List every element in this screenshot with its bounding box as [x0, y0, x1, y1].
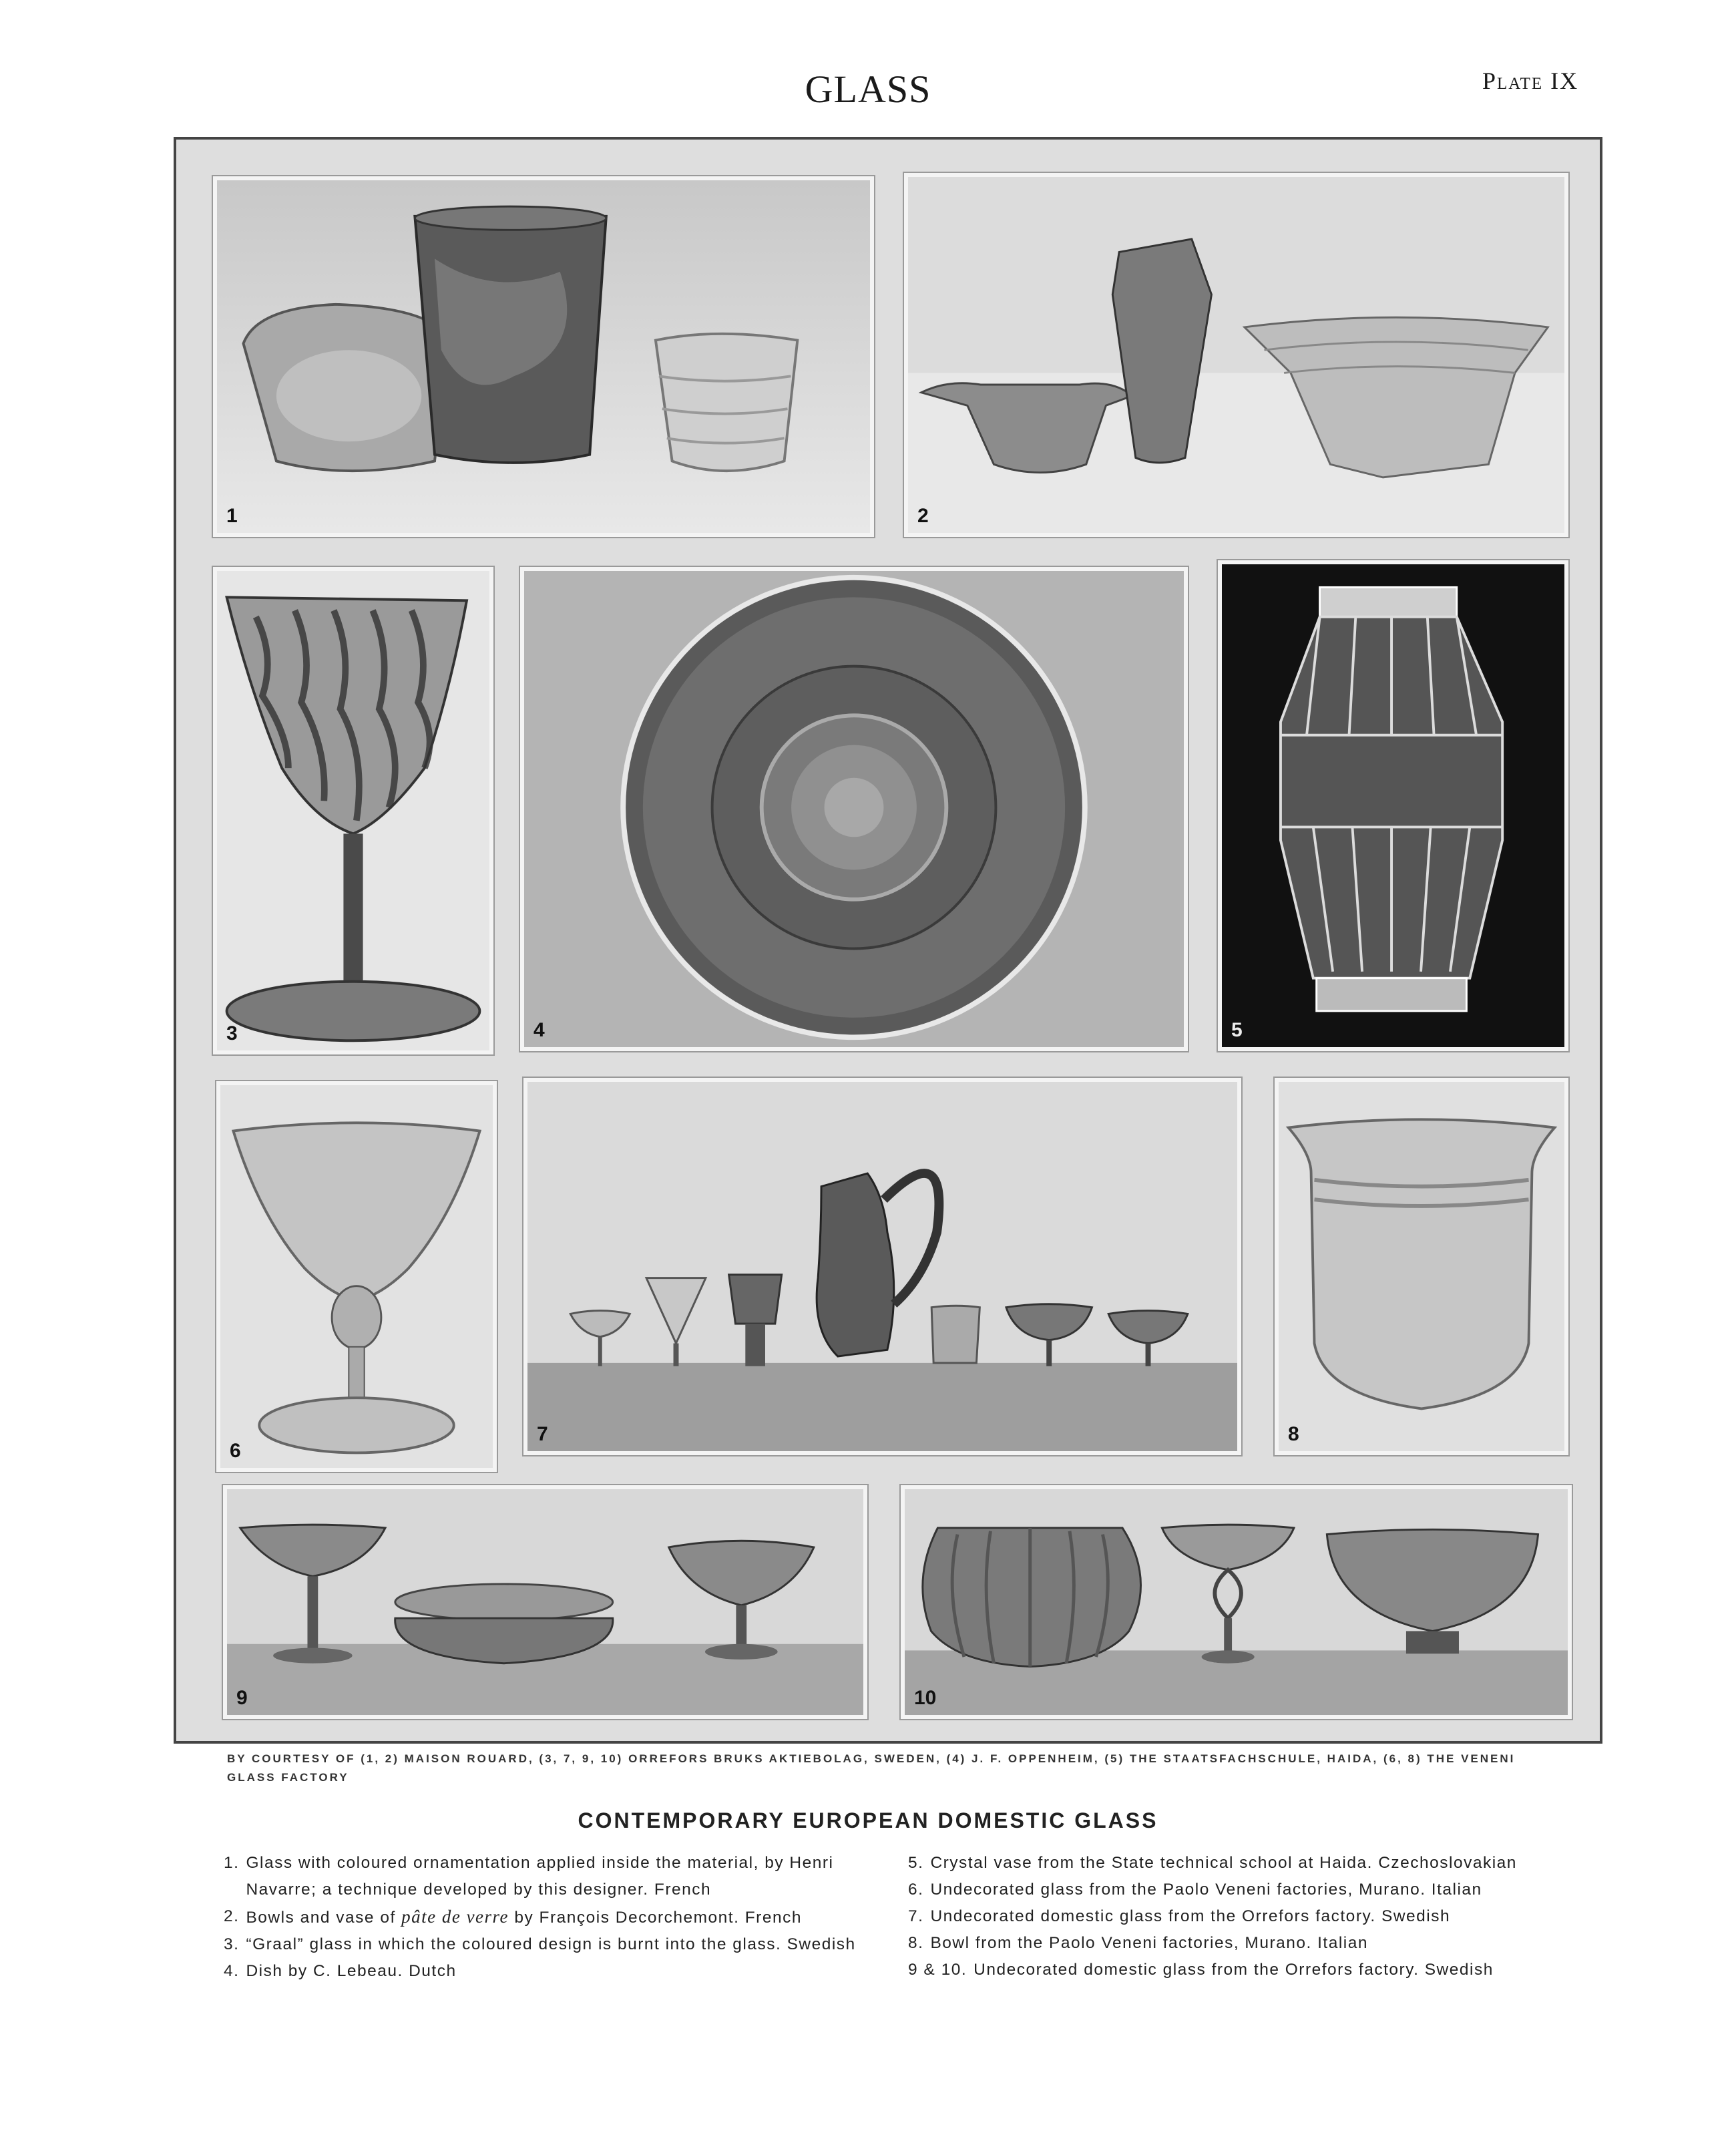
caption-9-10	[908, 1957, 1582, 1983]
photo-panel-2	[904, 173, 1568, 537]
plate-number: Plate IX	[1482, 67, 1579, 94]
panel-number-4: 4	[533, 1019, 545, 1041]
caption-number: 4.	[224, 1962, 240, 1980]
glass-photo-6	[220, 1085, 493, 1468]
caption-text: Dish by C. Lebeau. Dutch	[246, 1962, 457, 1980]
caption-number: 1.	[224, 1854, 240, 1872]
photo-panel-7	[523, 1078, 1241, 1455]
caption-5	[908, 1850, 1582, 1877]
caption-text: Bowl from the Paolo Veneni factories, Murano. Italian	[930, 1934, 1368, 1952]
glass-photo-10	[905, 1489, 1568, 1715]
caption-3	[224, 1931, 881, 1958]
page-title: GLASS	[805, 67, 931, 111]
photo-plate	[174, 137, 1602, 1744]
photo-panel-10	[901, 1485, 1572, 1719]
caption-number: 7.	[908, 1907, 924, 1925]
caption-number: 8.	[908, 1934, 924, 1952]
caption-text: Undecorated domestic glass from the Orrefors factory. Swedish	[930, 1907, 1451, 1925]
glass-photo-9	[227, 1489, 863, 1715]
photo-panel-1	[213, 176, 874, 537]
caption-text-part: Bowls and vase of	[246, 1909, 402, 1927]
caption-7	[908, 1903, 1582, 1930]
caption-text: Glass with coloured ornamentation applied inside the material, by Henri Navarre; a technique developed by this designer. French	[246, 1854, 834, 1899]
glass-photo-7	[527, 1082, 1237, 1451]
photo-panel-9	[223, 1485, 867, 1719]
caption-6	[908, 1877, 1582, 1903]
photo-panel-4	[520, 567, 1188, 1051]
caption-number: 5.	[908, 1854, 924, 1872]
caption-number: 9 & 10.	[908, 1961, 967, 1979]
captions-left-column	[224, 1850, 881, 1985]
panel-number-10: 10	[914, 1687, 937, 1709]
photo-panel-8	[1275, 1078, 1568, 1455]
glass-photo-3	[217, 571, 489, 1050]
caption-italic-term: pâte de verre	[401, 1907, 509, 1927]
captions-right-column	[908, 1850, 1582, 1983]
caption-2	[224, 1903, 881, 1931]
panel-number-5: 5	[1231, 1019, 1243, 1041]
glass-photo-2	[908, 177, 1564, 533]
glass-photo-4	[524, 571, 1184, 1047]
glass-photo-8	[1279, 1082, 1564, 1451]
caption-4	[224, 1958, 881, 1985]
caption-text-part: by François Decorchemont. French	[509, 1909, 802, 1927]
photo-panel-6	[216, 1081, 497, 1472]
plate-heading: CONTEMPORARY EUROPEAN DOMESTIC GLASS	[578, 1808, 1158, 1832]
panel-number-9: 9	[236, 1687, 248, 1709]
caption-text: Crystal vase from the State technical school at Haida. Czechoslovakian	[930, 1854, 1517, 1872]
panel-number-2: 2	[917, 505, 929, 527]
panel-number-8: 8	[1288, 1423, 1299, 1445]
caption-text: Undecorated glass from the Paolo Veneni factories, Murano. Italian	[930, 1881, 1482, 1899]
panel-number-7: 7	[537, 1423, 548, 1445]
photo-panel-3	[213, 567, 493, 1054]
photo-panel-5	[1218, 560, 1568, 1051]
caption-text	[246, 1903, 881, 1931]
caption-text: Undecorated domestic glass from the Orrefors factory. Swedish	[973, 1961, 1494, 1979]
glass-photo-5	[1222, 564, 1564, 1047]
caption-number: 2.	[224, 1907, 240, 1925]
caption-1	[224, 1850, 881, 1903]
caption-8	[908, 1930, 1582, 1957]
panel-number-1: 1	[226, 505, 238, 527]
photo-credit: BY COURTESY OF (1, 2) MAISON ROUARD, (3, 7, 9, 10) ORREFORS BRUKS AKTIEBOLAG, SWEDEN, (4) J. F. OPPENHEIM, (5) THE STAATSFACHSCHULE, HAIDA, (6, 8) THE VENENI GLASS FACTORY	[227, 1752, 1516, 1784]
panel-number-6: 6	[230, 1440, 241, 1462]
caption-number: 6.	[908, 1881, 924, 1899]
glass-photo-1	[217, 180, 870, 533]
caption-text: “Graal” glass in which the coloured design is burnt into the glass. Swedish	[246, 1935, 856, 1953]
panel-number-3: 3	[226, 1022, 238, 1044]
caption-number: 3.	[224, 1935, 240, 1953]
